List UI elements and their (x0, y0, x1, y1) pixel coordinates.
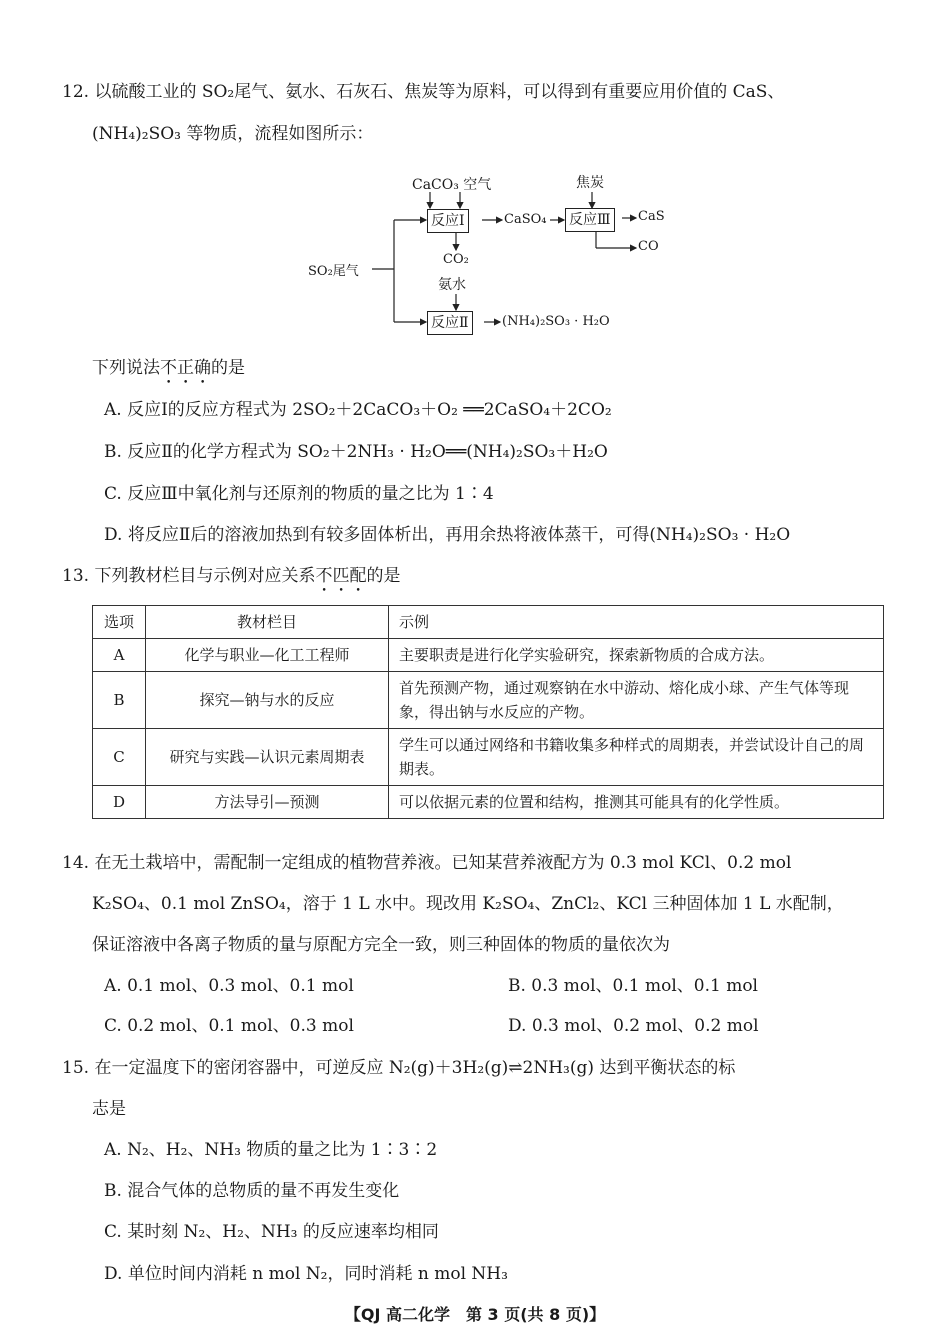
table-row (93, 672, 884, 729)
table-row (93, 639, 884, 672)
q14-option-b: B. 0.3 mol、0.1 mol、0.1 mol (508, 976, 758, 996)
q15-option-d: D. 单位时间内消耗 n mol N₂，同时消耗 n mol NH₃ (104, 1264, 508, 1284)
header-column: 教材栏目 (146, 606, 389, 639)
q12-option-a: A. 反应Ⅰ的反应方程式为 2SO₂＋2CaCO₃＋O₂ ══2CaSO₄＋2CO₂ (104, 400, 612, 420)
q15-line2: 志是 (92, 1099, 126, 1119)
table-row (93, 786, 884, 819)
cas-label: CaS (638, 209, 665, 224)
header-option: 选项 (93, 606, 146, 639)
reaction2-box: 反应Ⅱ (427, 311, 473, 335)
row-example: 学生可以通过网络和书籍收集多种样式的周期表，并尝试设计自己的周期表。 (389, 729, 884, 786)
table-row (93, 729, 884, 786)
q14-option-d: D. 0.3 mol、0.2 mol、0.2 mol (508, 1016, 759, 1036)
q12-option-d: D. 将反应Ⅱ后的溶液加热到有较多固体析出，再用余热将液体蒸干，可得(NH₄)₂SO₃ · H₂O (104, 525, 791, 545)
so2-tail-label: SO₂尾气 (308, 264, 359, 279)
co2-label: CO₂ (443, 252, 469, 267)
q15-option-c: C. 某时刻 N₂、H₂、NH₃ 的反应速率均相同 (104, 1222, 439, 1242)
header-example: 示例 (389, 606, 884, 639)
row-column: 探究—钠与水的反应 (146, 672, 389, 729)
q12-prompt-after: 的是 (211, 358, 245, 378)
table-header-row (93, 606, 884, 639)
caco3-air-label: CaCO₃ 空气 (412, 177, 492, 193)
q14-line2: K₂SO₄、0.1 mol ZnSO₄，溶于 1 L 水中。现改用 K₂SO₄、ZnCl₂、KCl 三种固体加 1 L 水配制， (92, 894, 844, 914)
q12-prompt (92, 356, 245, 388)
q12-stem-line1: 12. 以硫酸工业的 SO₂尾气、氨水、石灰石、焦炭等为原料，可以得到有重要应用价值的 CaS、 (62, 82, 785, 102)
q12-option-c: C. 反应Ⅲ中氧化剂与还原剂的物质的量之比为 1∶4 (104, 484, 494, 504)
q14-line3: 保证溶液中各离子物质的量与原配方完全一致，则三种固体的物质的量依次为 (92, 935, 670, 955)
q13-stem-emphasis: 不匹配 (315, 566, 367, 586)
q12-prompt-before: 下列说法 (92, 358, 160, 378)
row-example: 首先预测产物，通过观察钠在水中游动、熔化成小球、产生气体等现象，得出钠与水反应的产物。 (389, 672, 884, 729)
product2-label: (NH₄)₂SO₃ · H₂O (502, 314, 610, 329)
q13-stem-after: 的是 (366, 566, 401, 586)
q14-option-c: C. 0.2 mol、0.1 mol、0.3 mol (104, 1016, 354, 1036)
row-option: D (93, 786, 146, 819)
q15-line1: 15. 在一定温度下的密闭容器中，可逆反应 N₂(g)＋3H₂(g)⇌2NH₃(g) 达到平衡状态的标 (62, 1058, 736, 1078)
q13-stem-before: 13. 下列教材栏目与示例对应关系 (62, 566, 316, 586)
page-footer: 【QJ 高二化学 第 3 页(共 8 页)】 (344, 1305, 606, 1324)
q12-flow-diagram (300, 168, 665, 343)
row-option: C (93, 729, 146, 786)
caso4-label: CaSO₄ (504, 212, 547, 227)
row-column: 方法导引—预测 (146, 786, 389, 819)
row-column: 研究与实践—认识元素周期表 (146, 729, 389, 786)
row-example: 主要职责是进行化学实验研究，探索新物质的合成方法。 (389, 639, 884, 672)
q12-stem-line2: (NH₄)₂SO₃ 等物质，流程如图所示： (92, 124, 374, 144)
coke-label: 焦炭 (576, 175, 604, 191)
q14-option-a: A. 0.1 mol、0.3 mol、0.1 mol (104, 976, 354, 996)
q14-line1: 14. 在无土栽培中，需配制一定组成的植物营养液。已知某营养液配方为 0.3 mol KCl、0.2 mol (62, 853, 792, 873)
co-label: CO (638, 239, 659, 254)
q13-stem (62, 564, 400, 596)
row-column: 化学与职业—化工工程师 (146, 639, 389, 672)
q12-prompt-emphasis: 不正确 (160, 358, 211, 378)
row-option: A (93, 639, 146, 672)
q13-table (92, 605, 884, 819)
row-example: 可以依据元素的位置和结构，推测其可能具有的化学性质。 (389, 786, 884, 819)
ammonia-label: 氨水 (438, 277, 466, 293)
row-option: B (93, 672, 146, 729)
reaction1-box: 反应Ⅰ (427, 209, 469, 233)
q12-option-b: B. 反应Ⅱ的化学方程式为 SO₂＋2NH₃ · H₂O══(NH₄)₂SO₃＋H₂O (104, 442, 608, 462)
q15-option-b: B. 混合气体的总物质的量不再发生变化 (104, 1181, 400, 1201)
q15-option-a: A. N₂、H₂、NH₃ 物质的量之比为 1∶3∶2 (104, 1140, 438, 1160)
reaction3-box: 反应Ⅲ (565, 208, 615, 232)
